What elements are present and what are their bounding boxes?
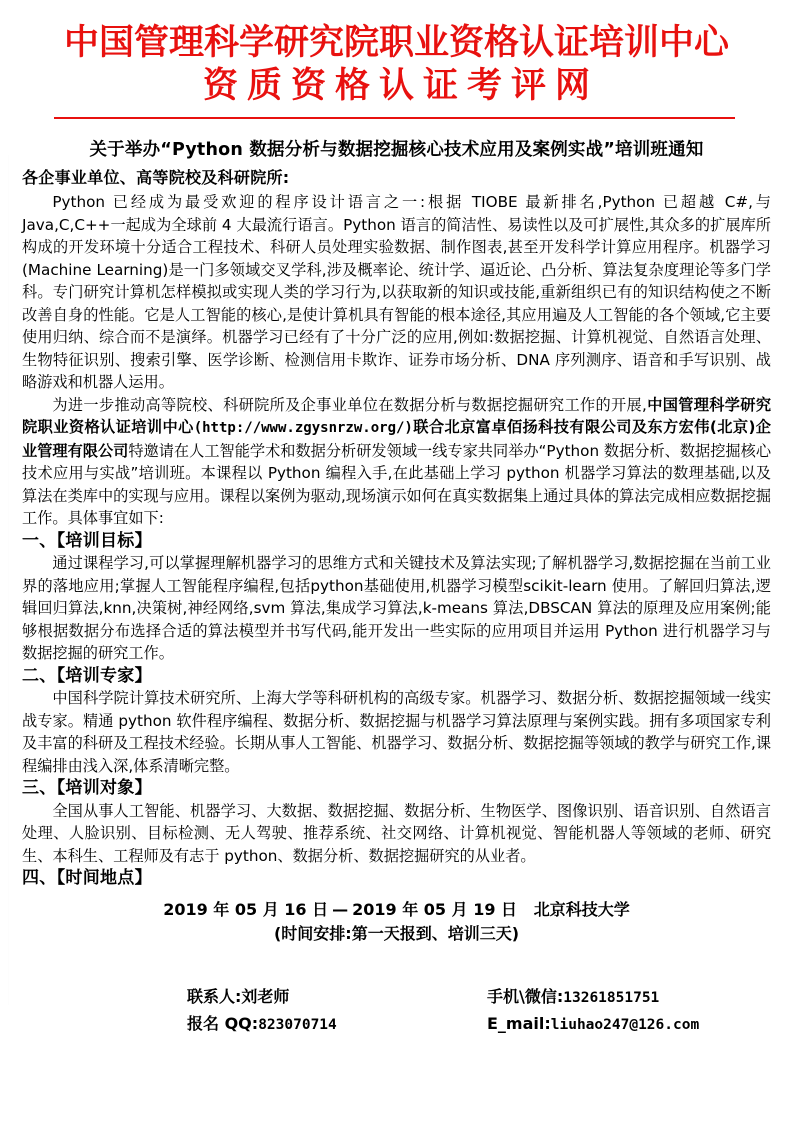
contact-qq-label: 报名 QQ:	[187, 1013, 259, 1033]
section-body-1: 通过课程学习,可以掌握理解机器学习的思维方式和关键技术及算法实现;了解机器学习,数据挖掘在当前工业界的落地应用;掌握人工智能程序编程,包括python基础使用,机器学习模型scikit-learn 使用。了解回归算法,逻辑回归算法,knn,决策树,神经网络,svm 算法,集成学习算法,k-means 算法,DBSCAN 算法的原理及应用案例;能够根据数据分布选择合适的算法模型并书写代码,能开发出一些实际的应用项目并运用 Python 进行机器学习与数据挖掘的研究工作。	[22, 554, 771, 663]
intro-paragraph: Python 已经成为最受欢迎的程序设计语言之一:根据 TIOBE 最新排名,Python 已超越 C#,与 Java,C,C++一起成为全球前 4 大最流行语言。Python 语言的简洁性、易读性以及可扩展性,其众多的扩展库所构成的开发环境十分适合工程技术、科研人员处理实验数据、制作图表,甚至开发科学计算应用程序。机器学习(Machine Learning)是一门多领域交叉学科,涉及概率论、统计学、逼近论、凸分析、算法复杂度理论等多门学科。专门研究计算机怎样模拟或实现人类的学习行为,以获取新的知识或技能,重新组织已有的知识结构使之不断改善自身的性能。它是人工智能的核心,是使计算机具有智能的根本途径,其应用遍及人工智能的各个领域,它主要使用归纳、综合而不是演绎。机器学习已经有了十分广泛的应用,例如:数据挖掘、计算机视觉、自然语言处理、生物特征识别、搜索引擎、医学诊断、检测信用卡欺诈、证券市场分析、DNA 序列测序、语音和手写识别、战略游戏和机器人运用。	[22, 193, 771, 392]
salutation: 各企事业单位、高等院校及科研院所:	[22, 167, 290, 187]
masthead-title-line2: 资质资格认证考评网	[202, 65, 599, 106]
organizer-tail-text: 特邀请在人工智能学术和数据分析研发领域一线专家共同举办“Python 数据分析、数据挖掘核心技术应用与实战”培训班。本课程以 Python 编程入手,在此基础上学习 python 机器学习算法的数理基础,以及算法在类库中的实现与应用。课程以案例为驱动,现场演示如何在真实数据集上通过具体的算法完成相应数据挖掘工作。具体事宜如下:	[22, 441, 772, 528]
contact-email-value[interactable]: liuhao247@126.com	[550, 1016, 700, 1033]
document-body	[0, 139, 793, 1038]
contact-phone-value[interactable]: 13261851751	[563, 989, 660, 1006]
page-left-rule	[8, 155, 9, 1005]
masthead-title-line1: 中国管理科学研究院职业资格认证培训中心	[63, 23, 729, 63]
contact-email-label: E_mail:	[487, 1013, 551, 1033]
organizer-website-url[interactable]: (http://www.zgysnrzw.org/)	[193, 420, 413, 437]
venue-block	[22, 898, 771, 946]
masthead-divider-rule	[54, 117, 735, 119]
masthead	[0, 0, 793, 119]
organizer-name-primary: 中国管理科学研究院职业资格认证培训中心	[22, 395, 772, 437]
venue-date-separator: —	[332, 899, 349, 919]
contact-qq-row	[187, 1011, 487, 1038]
organizer-lead-text: 为进一步推动高等院校、科研院所及企事业单位在数据分析与数据挖掘研究工作的开展,	[52, 395, 647, 414]
contact-person-row	[187, 984, 487, 1011]
contact-qq-value[interactable]: 823070714	[258, 1016, 337, 1033]
section-heading-2: 二、【培训专家】	[22, 665, 152, 686]
section-body-2: 中国科学院计算技术研究所、上海大学等科研机构的高级专家。机器学习、数据分析、数据挖掘领域一线实战专家。精通 python 软件程序编程、数据分析、数据挖掘与机器学习算法原理与案例实践。拥有多项国家专利及丰富的科研及工程技术经验。长期从事人工智能、机器学习、数据分析、数据挖掘等领域的教学与研究工作,课程编排由浅入深,体系清晰完整。	[22, 689, 772, 775]
organizer-paragraph	[22, 394, 771, 530]
section-heading-3: 三、【培训对象】	[22, 778, 152, 799]
section-body-3: 全国从事人工智能、机器学习、大数据、数据挖掘、数据分析、生物医学、图像识别、语音识别、自然语言处理、人脸识别、目标检测、无人驾驶、推荐系统、社交网络、计算机视觉、智能机器人等领域的老师、研究生、本科生、工程师及有志于 python、数据分析、数据挖掘研究的从业者。	[22, 801, 771, 865]
section-heading-4: 四、【时间地点】	[22, 868, 152, 889]
contact-block	[22, 984, 771, 1038]
venue-date-start: 2019 年 05 月 16 日	[163, 899, 329, 919]
venue-schedule-note: (时间安排:第一天报到、培训三天)	[273, 923, 520, 943]
page-title: 关于举办“Python 数据分析与数据挖掘核心技术应用及案例实战”培训班通知	[89, 140, 704, 161]
organizer-name-partners: 联合北京富卓佰扬科技有限公司及东方宏伟(北京)企业管理有限公司	[22, 418, 771, 460]
contact-person-label: 联系人:	[187, 986, 242, 1006]
venue-place: 北京科技大学	[533, 899, 630, 919]
contact-person-value: 刘老师	[241, 986, 290, 1006]
venue-dateline	[22, 898, 771, 922]
venue-date-end: 2019 年 05 月 19 日	[352, 899, 518, 919]
contact-email-row	[487, 1011, 771, 1038]
section-heading-1: 一、【培训目标】	[22, 530, 152, 551]
contact-phone-row	[487, 984, 771, 1011]
contact-phone-label: 手机\微信:	[487, 986, 564, 1006]
